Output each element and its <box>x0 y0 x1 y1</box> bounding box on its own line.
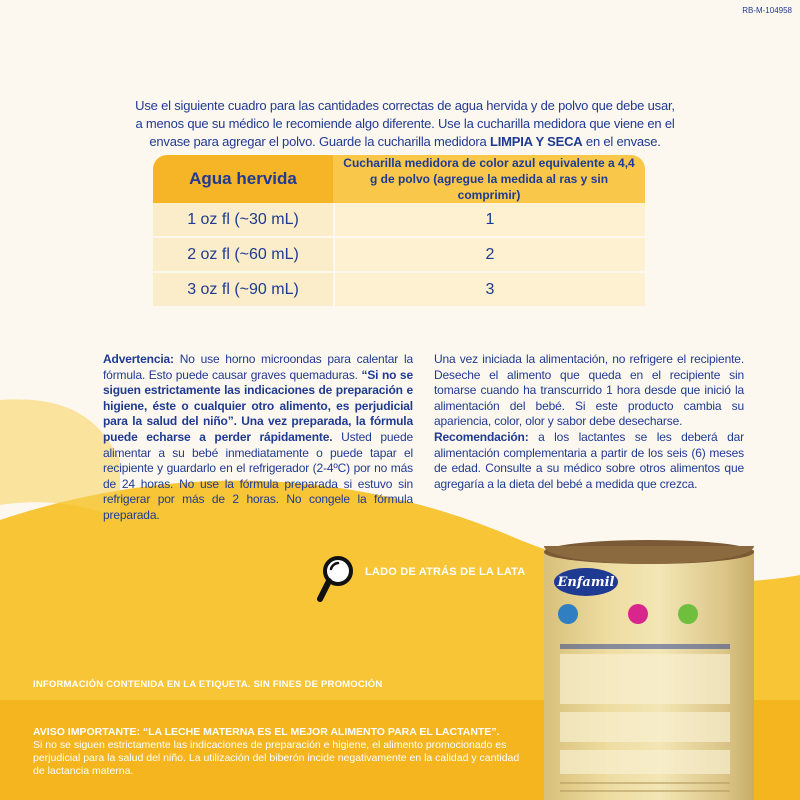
can-badge-icon <box>558 604 578 624</box>
right-column <box>434 352 744 492</box>
can-text-line <box>560 782 730 784</box>
warning-text-2: Usted puede alimentar a su bebé inmediatamente o puede tapar el recipiente y guardarlo en el refrigerador (2-4ºC) por no más de 24 horas. No use la fórmula preparada si estuvo sin refrigerar por más de 2 horas. No congele la fórmula preparada. <box>103 429 413 522</box>
mixing-table <box>153 155 645 308</box>
intro-text: Use el siguiente cuadro para las cantidades correctas de agua hervida y de polvo que debe usar, a menos que su médico le recomiende algo diferente. Use la cucharilla medidora que viene en el envase para agregar el polvo. Guarde la cucharilla medidora <box>135 98 675 149</box>
can-text-line <box>560 644 730 649</box>
notice-bold: AVISO IMPORTANTE: “LA LECHE MATERNA ES EL MEJOR ALIMENTO PARA EL LACTANTE”. <box>33 726 500 738</box>
warning-text: No use horno microondas para calentar la fórmula. Esto puede causar graves quemaduras. <box>103 352 413 382</box>
reference-code: RB-M-104958 <box>742 6 792 15</box>
back-of-can-label: LADO DE ATRÁS DE LA LATA <box>365 566 526 578</box>
warning-label: Advertencia: <box>103 352 174 366</box>
brand-logo: Enfamil <box>554 568 618 596</box>
header-water: Agua hervida <box>153 155 333 203</box>
warning-paragraph <box>103 352 413 524</box>
table-row <box>153 203 645 238</box>
table-header <box>153 155 645 203</box>
product-can-image <box>544 540 770 800</box>
table-row <box>153 273 645 308</box>
header-scoop: Cucharilla medidora de color azul equivalente a 4,4 g de polvo (agregue la medida al ras y sin comprimir) <box>333 155 645 203</box>
can-badge-icon <box>678 604 698 624</box>
intro-text-end: en el envase. <box>582 134 661 149</box>
can-badge-icon <box>628 604 648 624</box>
recommendation-label: Recomendación: <box>434 429 529 444</box>
intro-bold: LIMPIA Y SECA <box>489 134 583 149</box>
scoop-cell: 2 <box>333 238 645 273</box>
water-cell: 2 oz fl (~60 mL) <box>153 238 333 273</box>
scoop-cell: 1 <box>333 203 645 238</box>
can-table-panel <box>560 750 730 774</box>
discard-paragraph: Una vez iniciada la alimentación, no refrigere el recipiente. Deseche el alimento que queda en el recipiente sin tomarse cuando ha transcurrido 1 hora desde que inició la alimentación del bebé. Si este producto cambia su apariencia, color, olor y sabor debe desecharse. <box>434 352 744 429</box>
can-instructions-panel <box>560 712 730 742</box>
important-notice <box>33 726 533 778</box>
recommendation-text: a los lactantes se les deberá dar alimentación complementaria a partir de los seis (6) meses de edad. Consulte a su médico sobre otros alimentos que agregaría a la dieta del bebé a medida que crezca. <box>434 429 744 491</box>
warning-bold: “Si no se siguen estrictamente las indicaciones de preparación e higiene, éste o cualquier otro alimento, es perjudicial para la salud del niño”. Una vez preparada, la fórmula puede echarse a perder rápidamente. <box>103 367 413 444</box>
magnifier-icon <box>316 555 356 607</box>
info-label: INFORMACIÓN CONTENIDA EN LA ETIQUETA. SIN FINES DE PROMOCIÓN <box>33 679 383 690</box>
notice-text: Si no se siguen estrictamente las indicaciones de preparación e higiene, el alimento promocionado es perjudicial para la salud del niño. La utilización del biberón incide negativamente en la calidad y cantidad de lactancia materna. <box>33 739 520 777</box>
water-cell: 3 oz fl (~90 mL) <box>153 273 333 308</box>
can-text-line <box>560 790 730 792</box>
scoop-cell: 3 <box>333 273 645 308</box>
table-row <box>153 238 645 273</box>
water-cell: 1 oz fl (~30 mL) <box>153 203 333 238</box>
intro-paragraph <box>133 97 677 151</box>
can-instructions-panel <box>560 654 730 704</box>
